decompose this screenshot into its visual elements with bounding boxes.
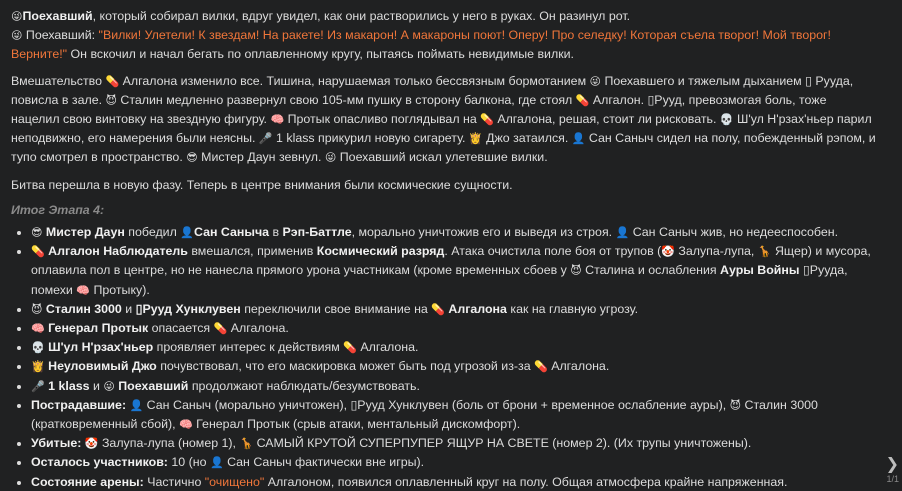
- text: , морально уничтожив его и выведя из строя.: [351, 225, 616, 240]
- text: опасается: [148, 321, 214, 336]
- text: Сталина и ослабления: [581, 263, 721, 278]
- list-item: [31, 319, 877, 338]
- silhouette-icon: 👤: [571, 132, 586, 146]
- summary-heading: Итог Этапа 4:: [11, 202, 105, 217]
- text: Сан Саныч (морально уничтожен), ▯Рууд Хунклувен (боль от брони + временное ослабление ауры),: [143, 397, 730, 412]
- text: переключили свое внимание на: [240, 301, 432, 316]
- text: проявляет интерес к действиям: [153, 340, 344, 355]
- text: Сталин 3000 (кратковременный сбой),: [31, 397, 818, 432]
- bold-text: Рэп-Баттле: [282, 225, 352, 240]
- giraffe-icon: 🦒: [757, 245, 772, 259]
- bold-text: Сан Саныча: [193, 225, 270, 240]
- text: в: [269, 225, 283, 240]
- quoted-speech: "Вилки! Улетели! К звездам! На ракете! Из макарон! А макароны поют! Оперу! Про селедку! Которая съела творог! Мой творог! Верните!": [11, 28, 831, 62]
- list-item: [31, 357, 877, 376]
- bold-text: Ш'ул Н'рзах'ньер: [48, 340, 154, 355]
- text: Сан Саныч жив, но недееспособен.: [629, 225, 839, 240]
- text: Поехавший искал улетевшие вилки.: [336, 150, 548, 165]
- text: Он вскочил и начал бегать по оплавленному кругу, пытаясь поймать невидимые вилки.: [67, 47, 574, 62]
- text: Частично: [143, 474, 205, 489]
- text: почувствовал, что его маскировка может быть под угрозой из-за: [156, 359, 535, 374]
- pill-icon: 💊: [575, 93, 590, 107]
- text: САМЫЙ КРУТОЙ СУПЕРПУПЕР ЯЩУР НА СВЕТЕ (номер 2). (Их трупы уничтожены).: [253, 436, 752, 451]
- brain-icon: 🧠: [270, 113, 285, 127]
- princess-icon: 👸: [468, 132, 483, 146]
- text: Алгалона.: [547, 359, 610, 374]
- text: ▯Рууда, помехи: [31, 263, 848, 297]
- bold-text: ▯Рууд Хунклувен: [135, 301, 241, 316]
- silhouette-icon: 👤: [209, 456, 224, 470]
- bold-text: Ауры Войны: [720, 263, 800, 278]
- list-item: [31, 242, 877, 300]
- list-item: [31, 396, 877, 434]
- text: Генерал Протык (срыв атаки, ментальный дискомфорт).: [192, 417, 521, 432]
- pill-icon: 💊: [105, 74, 120, 88]
- crazy-face-icon: 😜: [11, 29, 23, 43]
- bold-text: Состояние арены:: [31, 474, 144, 489]
- list-item: [31, 453, 877, 472]
- bold-text: Осталось участников:: [31, 455, 168, 470]
- text: Алгалона.: [356, 340, 419, 355]
- text: Алгалоном, появился оплавленный круг на полу. Общая атмосфера крайне напряженная.: [264, 474, 788, 489]
- list-item: [31, 434, 877, 453]
- narrative-line-2: [11, 26, 877, 63]
- crazy-face-icon: 😜: [11, 10, 23, 23]
- list-item: [31, 338, 877, 357]
- text: Мистер Даун зевнул.: [197, 150, 325, 165]
- crazy-face-icon: 😜: [324, 151, 337, 165]
- microphone-icon: 🎤: [31, 379, 45, 393]
- brain-icon: 🧠: [179, 418, 193, 432]
- devil-icon: 😈: [31, 302, 43, 316]
- bold-text: Алгалона: [448, 301, 507, 316]
- text: и: [121, 301, 136, 316]
- text: 10 (но: [167, 455, 210, 470]
- devil-icon: 😈: [570, 264, 582, 278]
- quoted-text: "очищено": [204, 474, 265, 489]
- text: Сан Саныч сидел на полу, побежденный рэпом, и тупо смотрел в пространство.: [11, 131, 876, 165]
- pill-icon: 💊: [343, 341, 357, 355]
- text: Алгалона.: [227, 321, 289, 336]
- bold-text: Космический разряд: [316, 244, 445, 259]
- chevron-right-icon[interactable]: ❯: [885, 454, 899, 473]
- text: Алгалона изменило все. Тишина, нарушаемая только бессвязным бормотанием: [119, 73, 590, 88]
- text: Сан Саныч фактически вне игры).: [223, 455, 425, 470]
- text: . Атака очистила поле боя от трупов (: [444, 244, 662, 259]
- summary-list: [11, 223, 877, 491]
- text: Залупа-лупа,: [674, 244, 758, 259]
- giraffe-icon: 🦒: [239, 437, 254, 451]
- bold-text: Пострадавшие:: [31, 397, 127, 412]
- list-item: [31, 300, 877, 319]
- chat-message: [11, 7, 877, 491]
- text: Ящер) и мусора, оплавила пол в центре, но не нанесла прямого урона участникам (кроме временных сбоев у: [31, 244, 871, 278]
- pill-icon: 💊: [534, 360, 548, 374]
- bold-text: Генерал Протык: [48, 321, 149, 336]
- princess-icon: 👸: [31, 360, 45, 374]
- speaker-label: Поехавший:: [25, 28, 99, 43]
- bold-text: Убитые:: [31, 436, 82, 451]
- crazy-face-icon: 😜: [103, 379, 115, 393]
- crazy-face-icon: 😜: [589, 74, 601, 88]
- character-name: Поехавший: [22, 9, 93, 23]
- text: Вмешательство: [11, 73, 106, 88]
- silhouette-icon: 👤: [615, 226, 630, 240]
- bold-text: Сталин 3000: [45, 301, 122, 316]
- brain-icon: 🧠: [31, 322, 45, 336]
- skull-icon: 💀: [719, 113, 734, 127]
- text: Джо затаился.: [482, 131, 572, 146]
- pill-icon: 💊: [431, 302, 445, 316]
- text: вмешался, применив: [187, 244, 317, 259]
- text: Залупа-лупа (номер 1),: [98, 436, 240, 451]
- page-indicator: 1/1: [886, 474, 899, 484]
- text: Ш'ул Н'рзах'ньер парил неподвижно, его намерения были неясны.: [11, 112, 872, 146]
- bold-text: Мистер Даун: [45, 225, 125, 240]
- text: Сталин медленно развернул свою 105-мм пушку в сторону балкона, где стоял: [116, 92, 576, 107]
- list-item: [31, 473, 877, 491]
- clown-icon: 🤡: [661, 245, 675, 259]
- text: Протык опасливо поглядывал на: [284, 112, 481, 127]
- bold-text: Неуловимый Джо: [48, 359, 157, 374]
- pill-icon: 💊: [480, 113, 494, 127]
- text: и: [89, 378, 104, 393]
- text: 1 klass прикурил новую сигарету.: [272, 131, 469, 146]
- devil-icon: 😈: [105, 93, 117, 107]
- skull-icon: 💀: [31, 341, 45, 355]
- narrative-paragraph-4: [11, 176, 877, 194]
- pill-icon: 💊: [213, 322, 228, 336]
- text: Протыку).: [90, 282, 150, 297]
- bold-text: 1 klass: [48, 378, 90, 393]
- text: победил: [124, 225, 181, 240]
- text: Алгалон. ▯Рууд, превозмогая боль, тоже нацелил свою винтовку на звездную фигуру.: [11, 92, 827, 127]
- microphone-icon: 🎤: [258, 132, 273, 146]
- clown-icon: 🤡: [84, 437, 99, 451]
- text: Поехавшего и тяжелым дыханием ▯ Рууда, повисла в зале.: [11, 73, 854, 107]
- list-item: [31, 377, 877, 396]
- sunglasses-face-icon: 😎: [31, 226, 43, 240]
- text: продолжают наблюдать/безумствовать.: [188, 378, 420, 393]
- text: как на главную угрозу.: [506, 301, 639, 316]
- text: Алгалона, решая, стоит ли рисковать.: [493, 112, 720, 127]
- text: , который собирал вилки, вдруг увидел, как они растворились у него в руках. Он разинул рот.: [92, 9, 631, 23]
- list-item: [31, 223, 877, 242]
- text: Битва перешла в новую фазу. Теперь в центре внимания были космические сущности.: [11, 177, 513, 192]
- narrative-paragraph-3: [11, 72, 877, 168]
- silhouette-icon: 👤: [180, 226, 194, 240]
- brain-icon: 🧠: [76, 283, 91, 297]
- bold-text: Поехавший: [118, 378, 189, 393]
- silhouette-icon: 👤: [129, 398, 144, 412]
- sunglasses-face-icon: 😎: [186, 151, 198, 165]
- bold-text: Алгалон Наблюдатель: [48, 244, 188, 259]
- pill-icon: 💊: [31, 245, 45, 259]
- devil-icon: 😈: [729, 398, 742, 412]
- narrative-line-1: [11, 7, 877, 26]
